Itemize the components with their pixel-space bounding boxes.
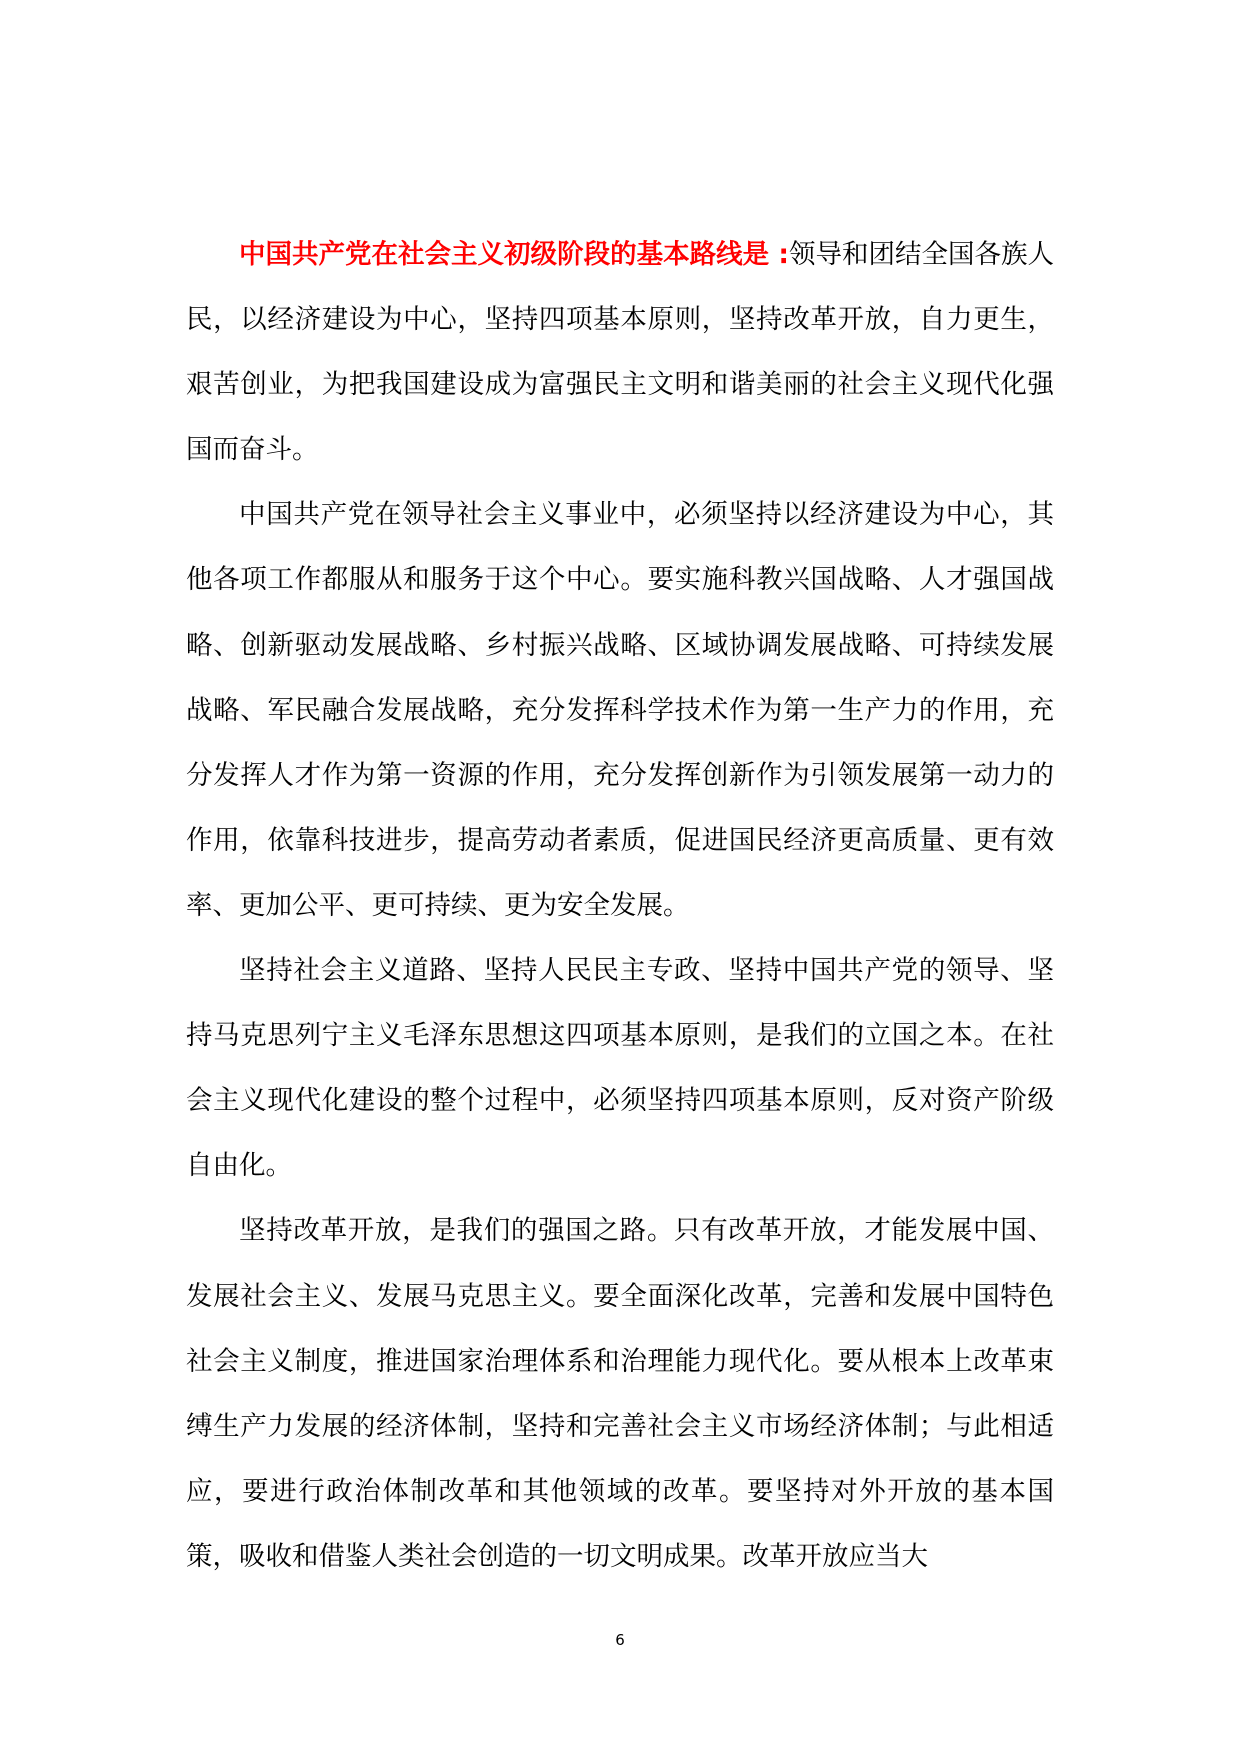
paragraph-reform-opening: 坚持改革开放，是我们的强国之路。只有改革开放，才能发展中国、发展社会主义、发展马克思主义。要全面深化改革，完善和发展中国特色社会主义制度，推进国家治理体系和治理能力现代化。要从根本上改革束缚生产力发展的经济体制，坚持和完善社会主义市场经济体制；与此相适应，要进行政治体制改革和其他领域的改革。要坚持对外开放的基本国策，吸收和借鉴人类社会创造的一切文明成果。改革开放应当大	[186, 1215, 1054, 1572]
page-number: 6	[615, 1631, 625, 1649]
paragraph-text: 领导和团结全国各族人民，以经济建设为中心，坚持四项基本原则，坚持改革开放，自力更生，艰苦创业，为把我国建设成为富强民主文明和谐美丽的社会主义现代化强国而奋斗。	[186, 239, 1055, 466]
highlighted-heading-text: 中国共产党在社会主义初级阶段的基本路线是 :	[239, 239, 789, 270]
paragraph-economic-construction: 中国共产党在领导社会主义事业中，必须坚持以经济建设为中心，其他各项工作都服从和服务于这个中心。要实施科教兴国战略、人才强国战略、创新驱动发展战略、乡村振兴战略、区域协调发展战略、可持续发展战略、军民融合发展战略，充分发挥科学技术作为第一生产力的作用，充分发挥人才作为第一资源的作用，充分发挥创新作为引领发展第一动力的作用，依靠科技进步，提高劳动者素质，促进国民经济更高质量、更有效率、更加公平、更可持续、更为安全发展。	[186, 499, 1054, 921]
paragraph-four-principles: 坚持社会主义道路、坚持人民民主专政、坚持中国共产党的领导、坚持马克思列宁主义毛泽东思想这四项基本原则，是我们的立国之本。在社会主义现代化建设的整个过程中，必须坚持四项基本原则，反对资产阶级自由化。	[186, 955, 1054, 1182]
document-body	[186, 222, 1054, 1589]
paragraph-basic-line	[186, 222, 1054, 482]
